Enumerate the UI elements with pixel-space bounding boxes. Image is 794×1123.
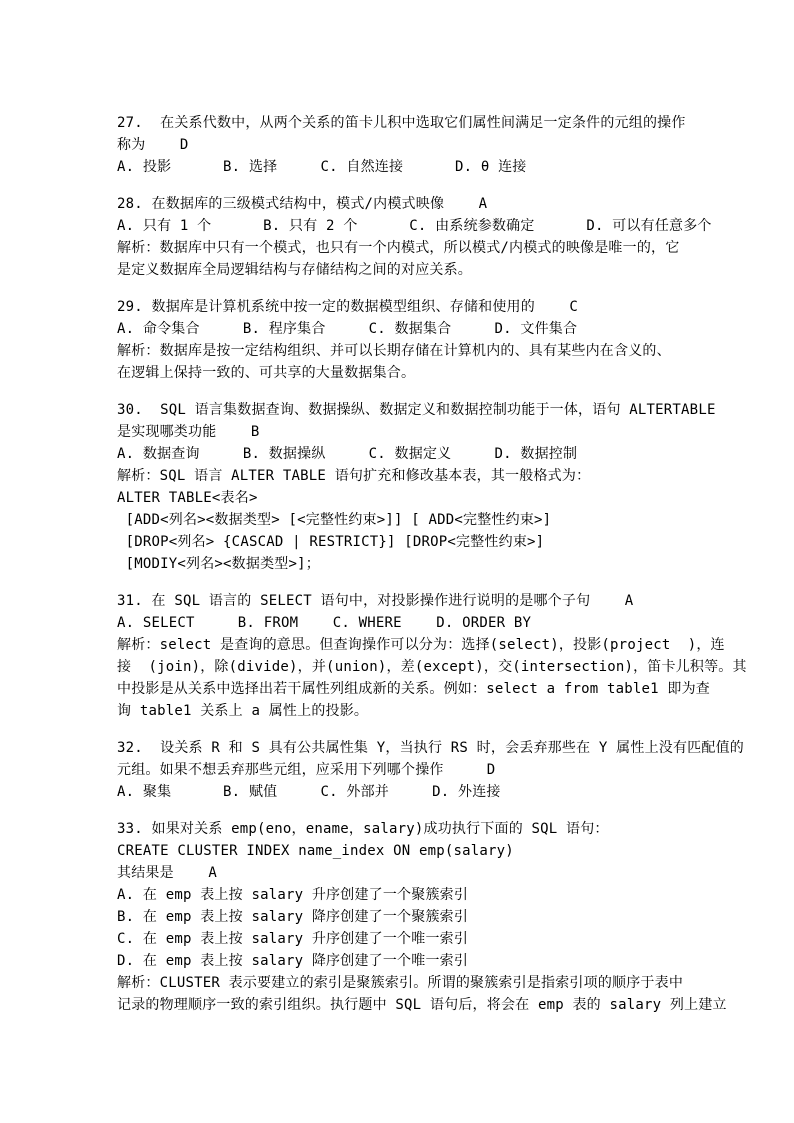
question-30-code-line: [MODIY<列名><数据类型>]； <box>117 556 320 572</box>
question-33-option-c-line: C. 在 emp 表上按 salary 升序创建了一个唯一索引 <box>117 931 469 947</box>
question-28-options-line: A. 只有 1 个 B. 只有 2 个 C. 由系统参数确定 D. 可以有任意多个 <box>117 218 712 234</box>
question-31-analysis-line: 中投影是从关系中选择出若干属性列组成新的关系。例如：select a from table1 即为查 <box>117 681 711 697</box>
question-27-answer-line: 称为 D <box>117 137 189 153</box>
question-31-analysis-line: 解析：select 是查询的意思。但查询操作可以分为：选择(select)，投影(project )，连 <box>117 637 725 653</box>
question-29-analysis-line: 在逻辑上保持一致的、可共享的大量数据集合。 <box>117 365 416 381</box>
question-33-sql-line: CREATE CLUSTER INDEX name_index ON emp(salary) <box>117 843 514 859</box>
question-block-27 <box>117 112 737 178</box>
question-31-analysis-line: 询 table1 关系上 a 属性上的投影。 <box>117 703 369 719</box>
question-31-analysis-line: 接 (join)，除(divide)，并(union)，差(except)，交(intersection)，笛卡儿积等。其 <box>117 659 747 675</box>
question-33-option-b-line: B. 在 emp 表上按 salary 降序创建了一个聚簇索引 <box>117 909 469 925</box>
question-31-stem-line: 31. 在 SQL 语言的 SELECT 语句中，对投影操作进行说明的是哪个子句 A <box>117 593 634 609</box>
question-32-answer-line: 元组。如果不想丢弃那些元组，应采用下列哪个操作 D <box>117 762 496 778</box>
question-block-33 <box>117 818 737 1016</box>
question-block-32 <box>117 737 744 803</box>
question-29-options-line: A. 命令集合 B. 程序集合 C. 数据集合 D. 文件集合 <box>117 321 578 337</box>
question-33-option-a-line: A. 在 emp 表上按 salary 升序创建了一个聚簇索引 <box>117 887 469 903</box>
question-32-options-line: A. 聚集 B. 赋值 C. 外部并 D. 外连接 <box>117 784 501 800</box>
question-33-stem-line: 33. 如果对关系 emp(eno，ename，salary)成功执行下面的 SQL 语句： <box>117 821 609 837</box>
question-30-code-line: ALTER TABLE<表名> <box>117 490 258 506</box>
question-block-31 <box>117 590 747 722</box>
document-content <box>117 112 747 1031</box>
question-30-analysis-line: 解析：SQL 语言 ALTER TABLE 语句扩充和修改基本表，其一般格式为： <box>117 468 591 484</box>
question-33-analysis-line: 记录的物理顺序一致的索引组织。执行题中 SQL 语句后，将会在 emp 表的 salary 列上建立 <box>117 997 727 1013</box>
question-33-analysis-line: 解析：CLUSTER 表示要建立的索引是聚簇索引。所谓的聚簇索引是指索引项的顺序于表中 <box>117 975 684 991</box>
question-27-stem-line: 27. 在关系代数中，从两个关系的笛卡儿积中选取它们属性间满足一定条件的元组的操作 <box>117 115 686 131</box>
question-29-analysis-line: 解析：数据库是按一定结构组织、并可以长期存储在计算机内的、具有某些内在含义的、 <box>117 343 671 359</box>
question-30-code-line: [DROP<列名> {CASCAD | RESTRICT}] [DROP<完整性约束>] <box>117 534 545 550</box>
question-block-30 <box>117 399 737 575</box>
question-block-28 <box>117 193 737 281</box>
question-29-stem-line: 29. 数据库是计算机系统中按一定的数据模型组织、存储和使用的 C <box>117 299 579 315</box>
question-33-answer-line: 其结果是 A <box>117 865 217 881</box>
question-30-options-line: A. 数据查询 B. 数据操纵 C. 数据定义 D. 数据控制 <box>117 446 578 462</box>
question-27-options-line: A. 投影 B. 选择 C. 自然连接 D. θ 连接 <box>117 159 527 175</box>
question-33-option-d-line: D. 在 emp 表上按 salary 降序创建了一个唯一索引 <box>117 953 469 969</box>
question-30-code-line: [ADD<列名><数据类型> [<完整性约束>]] [ ADD<完整性约束>] <box>117 512 552 528</box>
question-block-29 <box>117 296 737 384</box>
question-32-stem-line: 32. 设关系 R 和 S 具有公共属性集 Y，当执行 RS 时，会丢弃那些在 Y 属性上没有匹配值的 <box>117 740 744 756</box>
question-28-stem-line: 28. 在数据库的三级模式结构中，模式/内模式映像 A <box>117 196 488 212</box>
question-28-analysis-line: 解析：数据库中只有一个模式，也只有一个内模式，所以模式/内模式的映像是唯一的，它 <box>117 240 680 256</box>
question-31-options-line: A. SELECT B. FROM C. WHERE D. ORDER BY <box>117 615 532 631</box>
question-28-analysis-line: 是定义数据库全局逻辑结构与存储结构之间的对应关系。 <box>117 262 472 278</box>
question-30-stem-line: 30. SQL 语言集数据查询、数据操纵、数据定义和数据控制功能于一体，语句 ALTERTABLE <box>117 402 716 418</box>
question-30-answer-line: 是实现哪类功能 B <box>117 424 260 440</box>
